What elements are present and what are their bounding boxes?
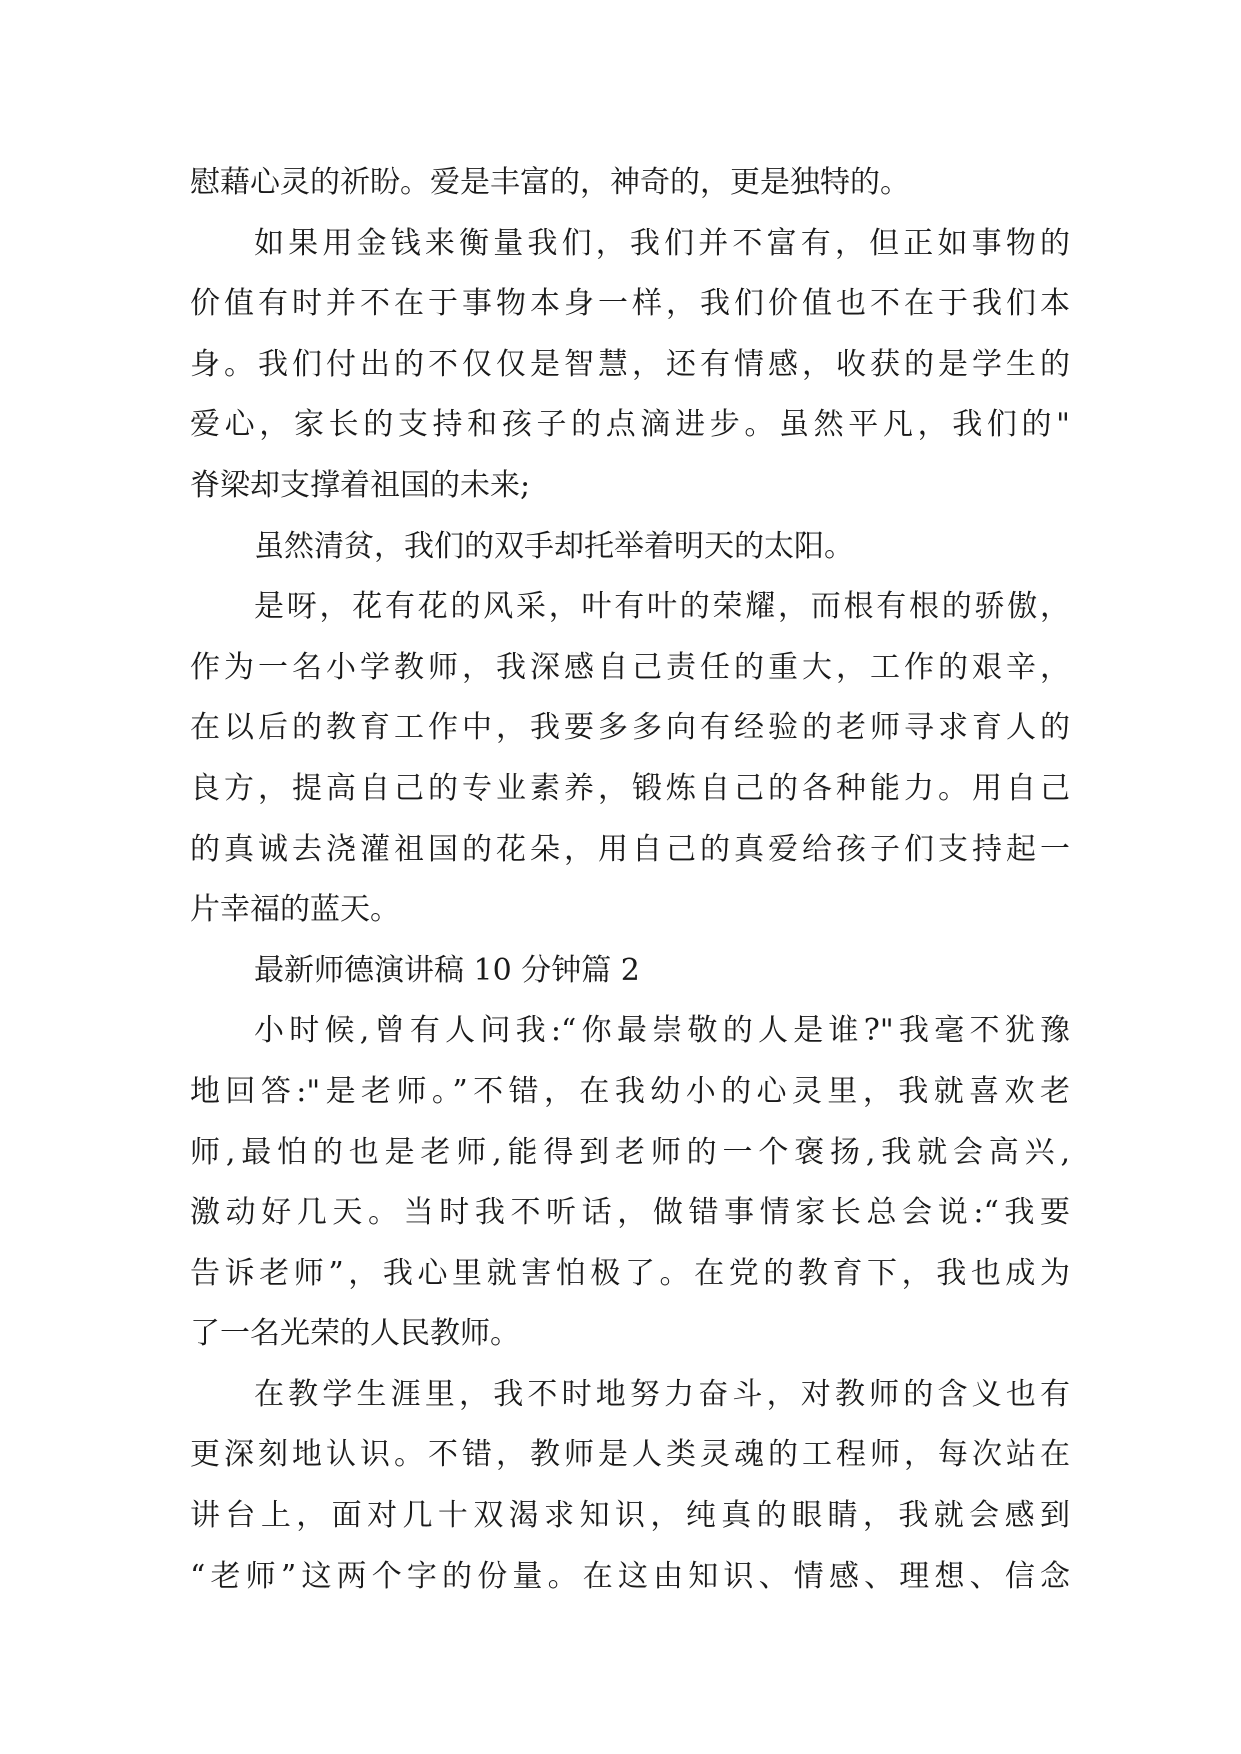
text-line: 最新师德演讲稿 10 分钟篇 2 <box>254 952 640 988</box>
text-line: 良方，提高自己的专业素养，锻炼自己的各种能力。用自己 <box>190 770 1070 806</box>
text-line: 激动好几天。当时我不听话，做错事情家长总会说:“我要 <box>190 1195 1070 1231</box>
text-line: 价值有时并不在于事物本身一样，我们价值也不在于我们本 <box>190 286 1070 322</box>
text-line: 慰藉心灵的祈盼。爱是丰富的，神奇的，更是独特的。 <box>190 165 910 200</box>
text-line: 小时候,曾有人问我:“你最崇敬的人是谁?"我毫不犹豫 <box>254 1013 1070 1049</box>
text-line: 是呀，花有花的风采，叶有叶的荣耀，而根有根的骄傲， <box>254 589 1070 625</box>
document-body <box>190 153 1070 1607</box>
text-line: 更深刻地认识。不错，教师是人类灵魂的工程师，每次站在 <box>190 1437 1070 1473</box>
text-line: 如果用金钱来衡量我们，我们并不富有，但正如事物的 <box>254 225 1070 261</box>
text-line: 片幸福的蓝天。 <box>190 892 400 928</box>
text-line: 在以后的教育工作中，我要多多向有经验的老师寻求育人的 <box>190 710 1070 746</box>
text-line: 地回答:"是老师。”不错，在我幼小的心灵里，我就喜欢老 <box>190 1073 1070 1109</box>
text-line: 作为一名小学教师，我深感自己责任的重大，工作的艰辛， <box>190 649 1070 685</box>
text-line: 师,最怕的也是老师,能得到老师的一个褒扬,我就会高兴, <box>190 1134 1070 1170</box>
text-line: 虽然清贫，我们的双手却托举着明天的太阳。 <box>254 528 854 564</box>
text-line: 爱心，家长的支持和孩子的点滴进步。虽然平凡，我们的" <box>190 407 1070 443</box>
text-line: 的真诚去浇灌祖国的花朵，用自己的真爱给孩子们支持起一 <box>190 831 1070 867</box>
text-line: 脊梁却支撑着祖国的未来; <box>190 467 531 503</box>
text-line: 告诉老师”，我心里就害怕极了。在党的教育下，我也成为 <box>190 1255 1070 1291</box>
text-line: “老师”这两个字的份量。在这由知识、情感、理想、信念 <box>190 1558 1070 1594</box>
text-line: 讲台上，面对几十双渴求知识，纯真的眼睛，我就会感到 <box>190 1498 1070 1534</box>
text-line: 在教学生涯里，我不时地努力奋斗，对教师的含义也有 <box>254 1376 1070 1412</box>
text-line: 身。我们付出的不仅仅是智慧，还有情感，收获的是学生的 <box>190 346 1070 382</box>
text-line: 了一名光荣的人民教师。 <box>190 1316 520 1352</box>
